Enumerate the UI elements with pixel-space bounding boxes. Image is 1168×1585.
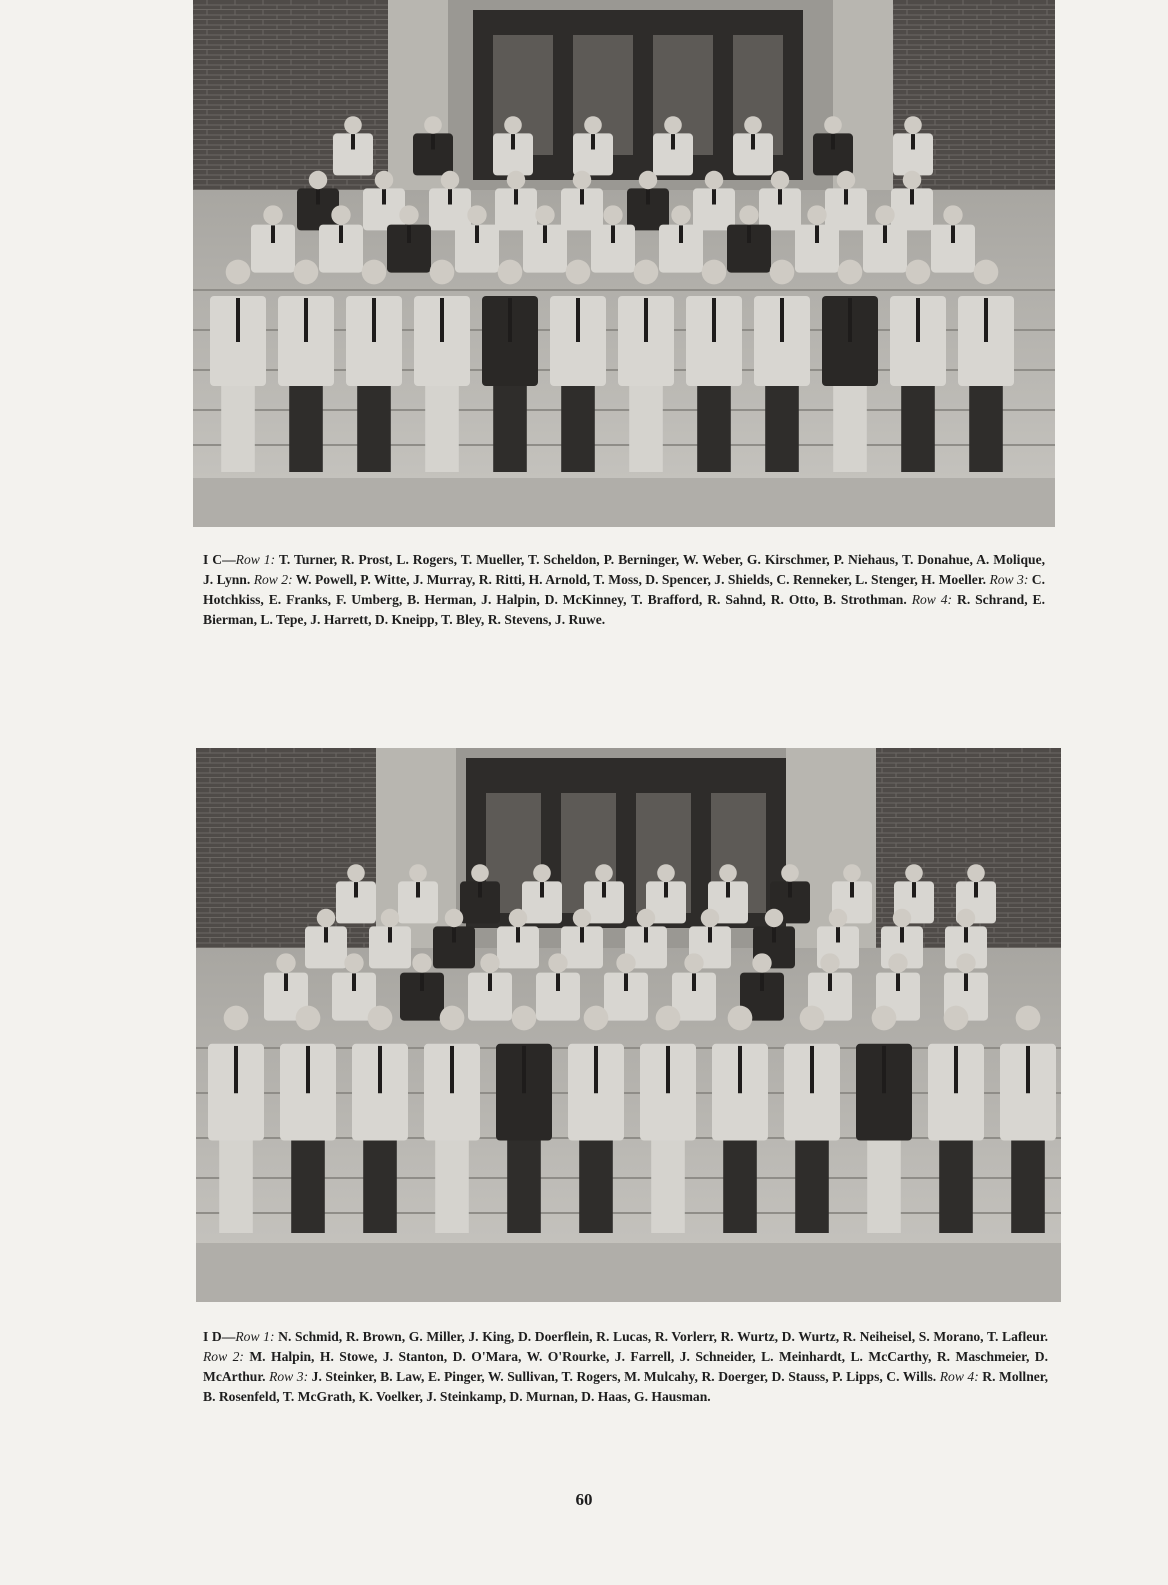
row-label: Row 4: bbox=[911, 592, 953, 607]
caption-section-label: I D— bbox=[203, 1329, 236, 1344]
row-names: R. Mollner, B. Rosenfeld, T. McGrath, K. Voelker, J. Steinkamp, D. Murnan, D. Haas, G. Hausman. bbox=[203, 1369, 1048, 1404]
page-number: 60 bbox=[575, 1490, 593, 1509]
row-label: Row 2: bbox=[203, 1349, 244, 1364]
class-photo-ic-image bbox=[193, 0, 1055, 527]
row-label: Row 4: bbox=[939, 1369, 979, 1384]
class-photo-id bbox=[196, 748, 1061, 1302]
row-names: W. Powell, P. Witte, J. Murray, R. Ritti, H. Arnold, T. Moss, D. Spencer, J. Shields, C. Renneker, L. Stenger, H. Moeller. bbox=[292, 572, 990, 587]
row-label: Row 3: bbox=[269, 1369, 309, 1384]
row-names: J. Steinker, B. Law, E. Pinger, W. Sullivan, T. Rogers, M. Mulcahy, R. Doerger, D. Stauss, P. Lipps, C. Wills. bbox=[308, 1369, 940, 1384]
row-label: Row 1: bbox=[235, 552, 276, 567]
row-names: R. Schrand, E. Bierman, L. Tepe, J. Harrett, D. Kneipp, T. Bley, R. Stevens, J. Ruwe. bbox=[203, 592, 1046, 627]
row-names: T. Turner, R. Prost, L. Rogers, T. Mueller, T. Scheldon, P. Berninger, W. Weber, G. Kirschmer, P. Niehaus, T. Donahue, A. Molique, J. Lynn. bbox=[203, 552, 1045, 587]
class-photo-ic bbox=[193, 0, 1055, 527]
caption-ic bbox=[203, 550, 1045, 630]
caption-section-label: I C— bbox=[203, 552, 236, 567]
row-names: M. Halpin, H. Stowe, J. Stanton, D. O'Mara, W. O'Rourke, J. Farrell, J. Schneider, L. Meinhardt, L. McCarthy, R. Maschmeier, D. McArthur. bbox=[203, 1349, 1048, 1384]
row-names: N. Schmid, R. Brown, G. Miller, J. King, D. Doerflein, R. Lucas, R. Vorlerr, R. Wurtz, D. Wurtz, R. Neiheisel, S. Morano, T. Lafleur. bbox=[274, 1329, 1049, 1344]
row-label: Row 2: bbox=[253, 572, 293, 587]
row-names: C. Hotchkiss, E. Franks, F. Umberg, B. Herman, J. Halpin, D. McKinney, T. Brafford, R. Sahnd, R. Otto, B. Strothman. bbox=[203, 572, 1046, 607]
caption-id bbox=[203, 1327, 1048, 1407]
class-photo-id-image bbox=[196, 748, 1061, 1302]
row-label: Row 1: bbox=[235, 1329, 275, 1344]
row-label: Row 3: bbox=[989, 572, 1029, 587]
